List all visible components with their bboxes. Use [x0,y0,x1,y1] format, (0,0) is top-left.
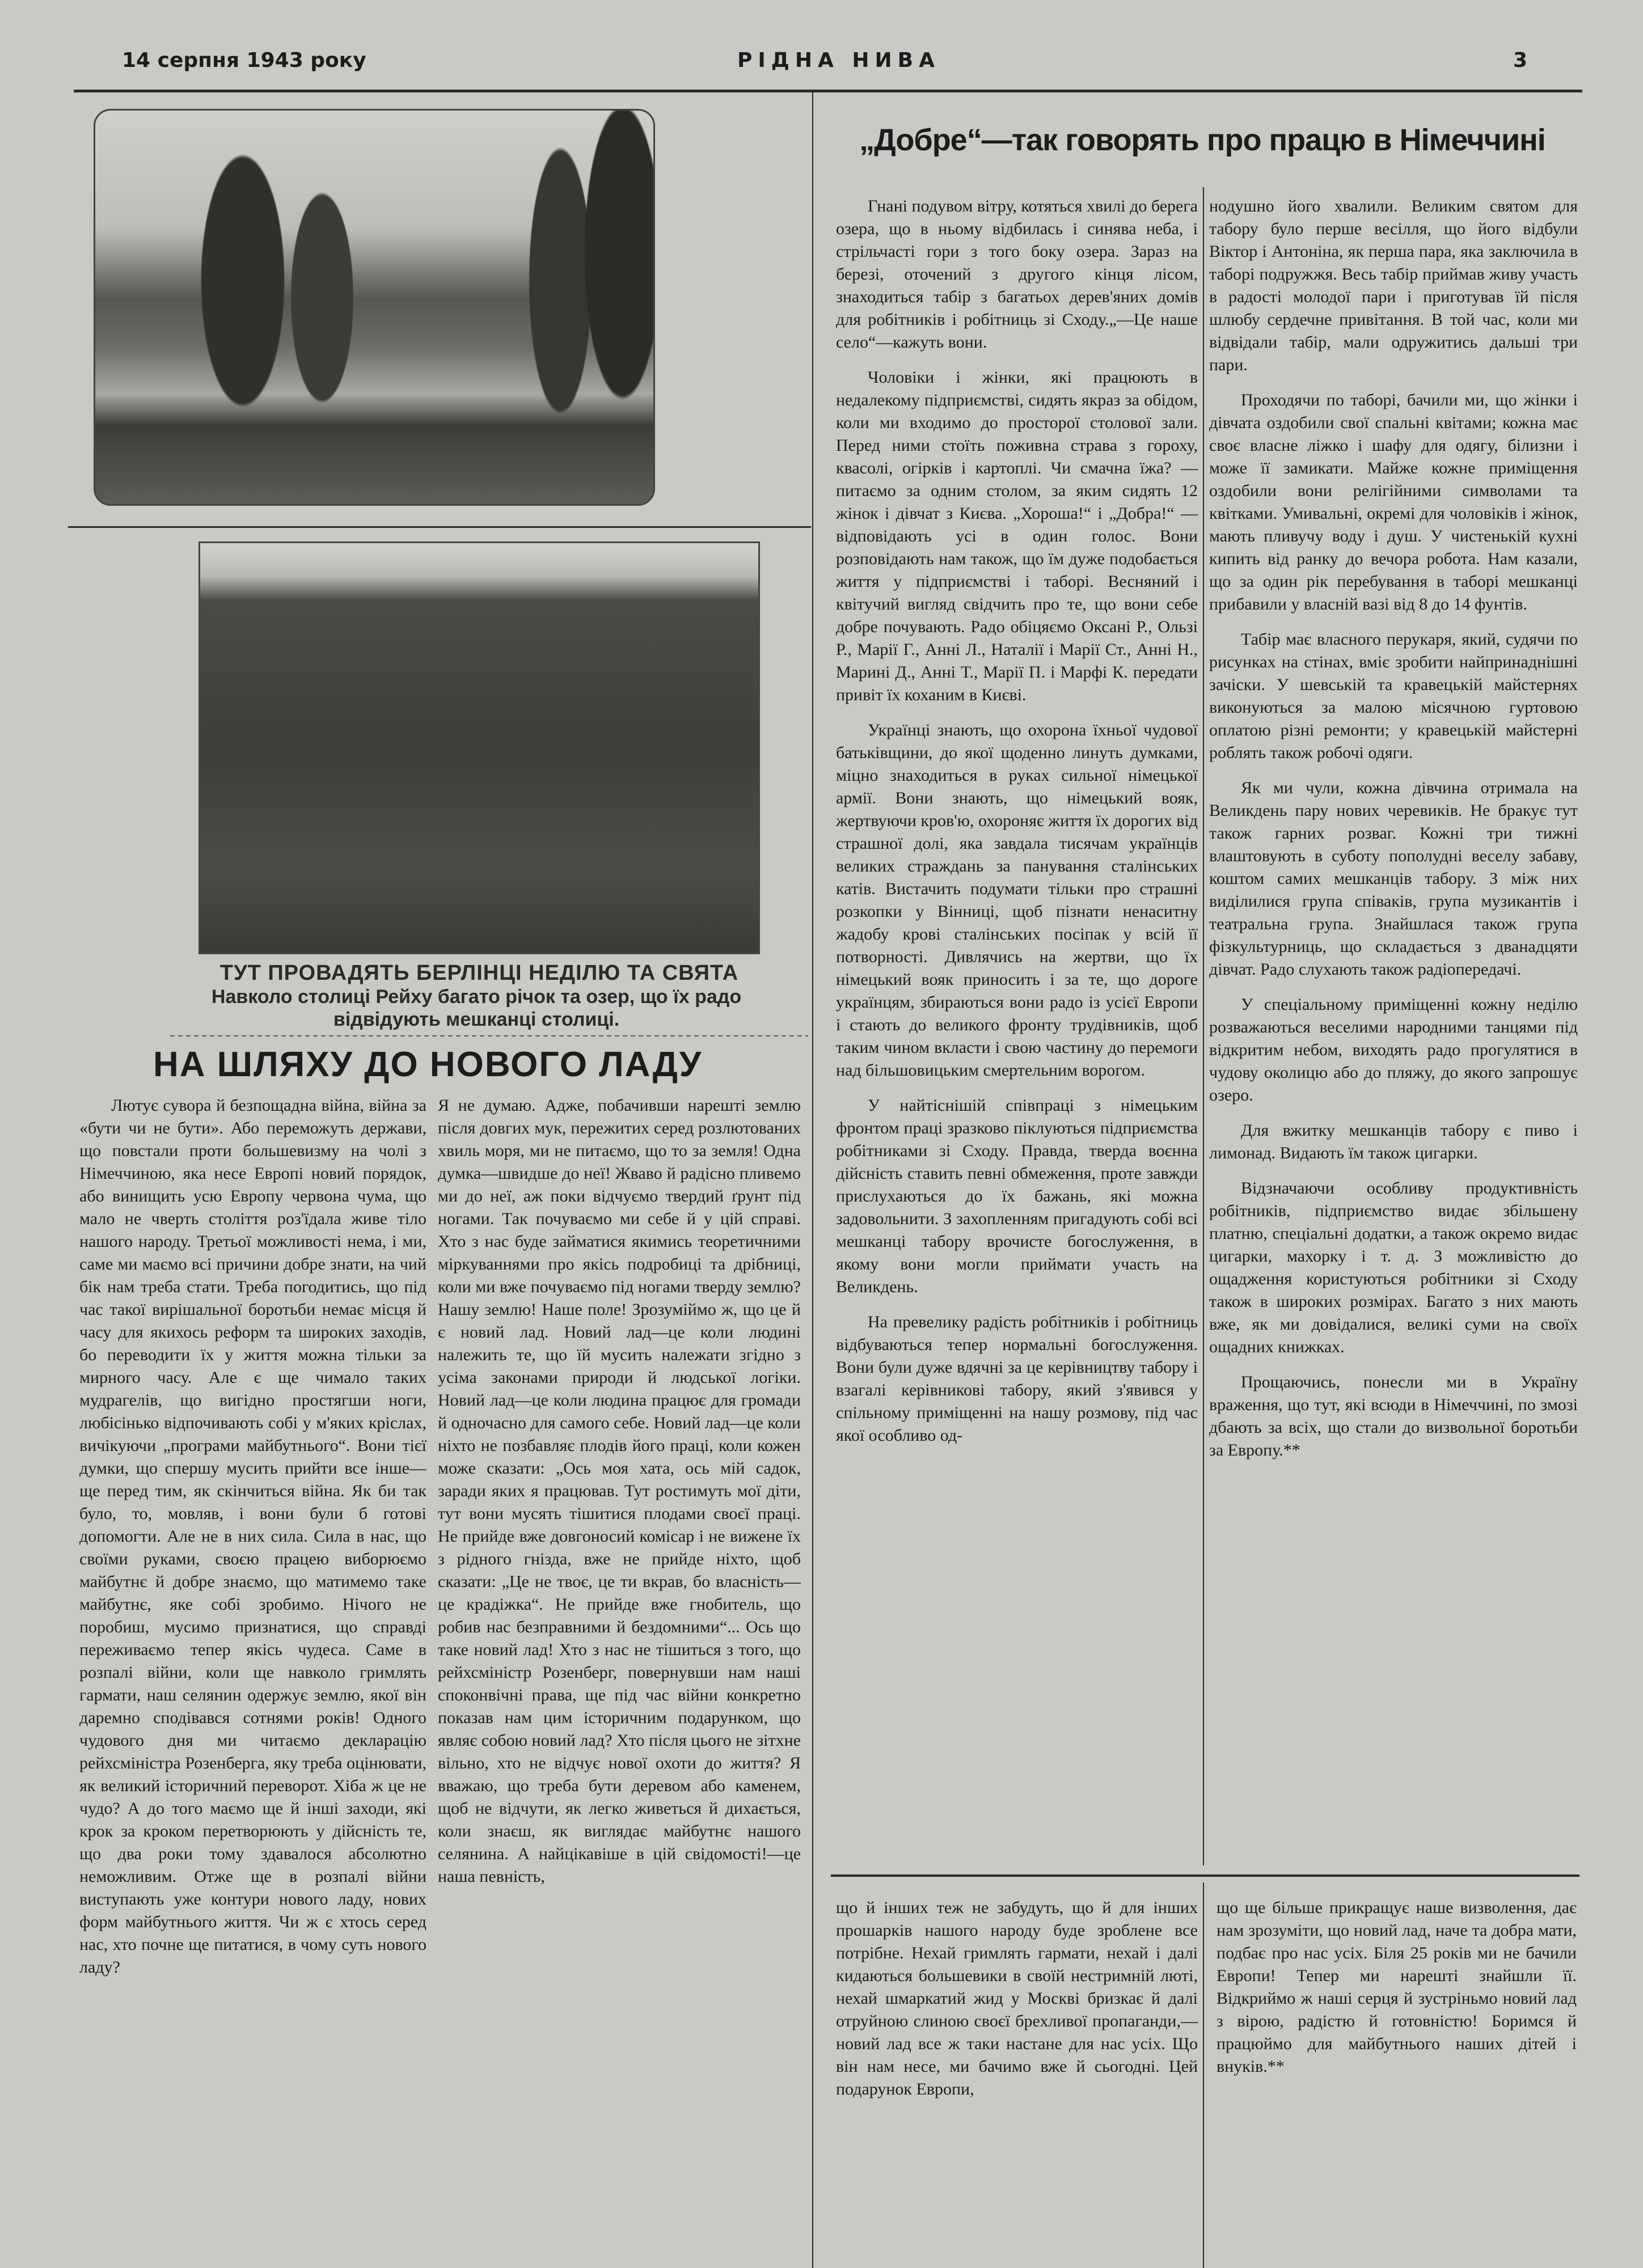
park-lake-photo [94,109,655,506]
paragraph: Лютує сувора й безпощадна війна, війна за «бути чи не бути». Або переможуть держави, що повстали проти большевизму на чолі з Німеччиною, яка несе Европі новий порядок, або винищить усю Европу червона чума, що мало не чверть століття роз'їдала живе тіло нашого народу. Третьої можливості нема, і ми, саме ми маємо всі причини добре знати, на чий бік нам треба стати. Треба погодитись, що під час такої вирішальної боротьби немає місця й часу для якихось реформ та широких заходів, бо переводити їх у життя можна тільки за мирного часу. Але є ще чимало таких мудрагелів, що вигідно простягши ноги, любісінько відпочивають собі у м'яких кріслах, вичікуючи „програми майбутнього“. Вони тієї думки, що спершу мусить прийти все інше—ще перед тим, як скінчиться війна. Як би так було, то, мовляв, і вони були б готові допомогти. Але не в них сила. Сила в нас, що своїми руками, своєю працею виборюємо майбутнє й добре знаємо, що матимемо таке майбутнє, яке собі зробимо. Нічого не поробиш, мусимо признатися, що справді переживаємо тепер якісь чудеса. Саме в розпалі війни, коли ще навколо гримлять гармати, наш селянин одержує землю, якої він даремно сподівався сотнями років! Одного чудового дня ми читаємо декларацію рейхсміністра Розенберга, яку треба оцінювати, як великий історичний переворот. Хіба ж це не чудо? А до того маємо ще й інші заходи, які крок за кроком перетворюють у дійсність те, що два роки тому здавалося абсолютно неможливим. Отже ще в розпалі війни виступають уже контури нового ладу, нових форм майбутнього життя. Чи ж є хтось серед нас, хто почне ще питатися, в чому суть нового ладу? [79,1096,426,1977]
new-order-column-2 [438,1094,801,1901]
photo-caption-text: Навколо столиці Рейху багато річок та озер, що їх радо відвідують мешканці столиці. [211,986,742,1030]
paragraph: Відзначаючи особливу продуктивність робітників, підприємство видає збільшену платню, спеціальні додатки, а також окремо видає цигарки, махорку і т. д. З можливістю до ощадження користуються робітники зі Сходу також в широких розмірах. Багато з них мають вже, як ми довідалися, великі суми на своїх ощадних книжках. [1209,1179,1578,1356]
new-order-column-1 [79,1094,426,1991]
column-divider [1203,1882,1204,2268]
issue-date: 14 серпня 1943 року [122,49,366,72]
lake-field-photo [198,541,760,954]
article-divider [831,1875,1579,1877]
column-divider [812,91,813,2268]
column-divider [1203,187,1204,1865]
page-number: 3 [1513,49,1528,72]
paragraph: Я не думаю. Адже, побачивши нарешті землю після довгих мук, пережитих серед розлютованих хвиль моря, ми не питаємо, що то за земля! Одна думка—швидше до неї! Жваво й радісно пливемо ми до неї, аж поки відчуємо твердий ґрунт під ногами. Так почуваємо ми себе й у цій справі. Хто з нас буде займатися якимись теоретичними міркуваннями про якісь подробиці та дрібниці, коли ми вже почуваємо під ногами тверду землю? Нашу землю! Наше поле! Зрозуміймо ж, що це й є новий лад. Новий лад—це коли людині належить те, що їй мусить належати згідно з усіма законами природи й людської логіки. Новий лад—це коли людина працює для громади й одночасно для самого себе. Новий лад—це коли ніхто не позбавляє плодів його праці, коли кожен може сказати: „Ось моя хата, ось мій садок, заради яких я працював. Тут ростимуть мої діти, тут вони мусять тішитися плодами своєї праці. Не прийде вже довгоносий комісар і не вижене їх з рідного гнізда, вже не прийде ніхто, щоб сказати: „Це не твоє, це ти вкрав, бо власність—це крадіжка“. Не прийде вже гнобитель, що робив нас безправними й бездомними“... Ось що таке новий лад! Хто з нас не тішиться з того, що рейхсміністр Розенберг, повернувши нам наші споконвічні права, ще під час війни конкретно показав нам цим історичним подарунком, що являє собою новий лад? Хто після цього не зітхне вільно, хто не відчує нової охоти до життя? Я вважаю, що треба бути деревом або каменем, щоб не відчути, як легко живеться й дихається, коли знаєш, як виглядає майбутнє нашого селянина. А найцікавіше в цій свідомості!—це наша певність, [438,1096,801,1886]
paragraph: У спеціальному приміщенні кожну неділю розважаються веселими народними танцями під відкритим небом, виходять радо прогулятися в чудову околицю або до пляжу, до якого запрошує озеро. [1209,995,1578,1105]
paragraph: Табір має власного перукаря, який, судячи по рисунках на стінах, вміє зробити найпринаднішні зачіски. У шевській та кравецькій майстернях виконуються за малою місячною гуртовою оплатою різні ремонти; у кравецькій майстерні роблять також робочі одяги. [1209,630,1578,762]
paragraph: Гнані подувом вітру, котяться хвилі до берега озера, що в ньому відбилась і синява неба, і стрільчасті гори з того боку озера. Зараз на березі, оточений з другого кінця лісом, знаходиться табір з багатьох дерев'яних домів для робітників і робітниць зі Сходу.„—Це наше село“—кажуть вони. [836,197,1198,352]
work-column-1 [836,195,1198,1459]
wavy-divider [170,1035,808,1036]
photo-divider [68,526,811,528]
paragraph: що й інших теж не забудуть, що й для інших прошарків нашого народу буде зроблене все потрібне. Нехай гримлять гармати, нехай і далі кидаються большевики в своїй нестримній люті, нехай шмаркатий жид у Москві бризкає й далі отруйною слиною своєї брехливої пропаганди,—новий лад все ж таки настане для нас усіх. Що він нам несе, ми бачимо вже й сьогодні. Цей подарунок Европи, [836,1898,1198,2098]
paragraph: що ще більше прикращує наше визволення, дає нам зрозуміти, що новий лад, наче та добра мати, подбає про нас усіх. Біля 25 років ми не бачили Европи! Тепер ми нарешті знайшли її. Відкриймо ж наші серця й зустріньмо новий лад з вірою, радістю й готовністю! Боримся й працюймо для майбутнього наших дітей і внуків.** [1217,1898,1577,2076]
paragraph: На превелику радість робітників і робітниць відбуваються тепер нормальні богослуження. Вони були дуже вдячні за це керівництву табору і взагалі керівникові табору, який з'явився у спільному приміщенні на нашу розмову, під час якої особливо од- [836,1313,1198,1445]
paragraph: Прощаючись, понесли ми в Україну враження, що тут, які всюди в Німеччині, по змозі дбають за всіх, що стали до визвольної боротьби за Европу.** [1209,1373,1578,1459]
photo-caption-title: ТУТ ПРОВАДЯТЬ БЕРЛІНЦІ НЕДІЛЮ ТА СВЯТА [219,961,739,985]
paragraph: Українці знають, що охорона їхньої чудової батьківщини, до якої щоденно линуть думками, міцно знаходиться в руках сильної німецької армії. Вони знають, що німецький вояк, жертвуючи кров'ю, охороняє життя їх дорогих від страшної долі, яка завдала тисячам українців великих страждань за панування сталінських катів. Вистачить подумати тільки про страшні розкопки у Вінниці, щоб пізнати ненаситну жадобу крові сталінських посіпак у всій її потворності. Дивлячись на жертви, що їх німецький вояк приносить і за те, що дороге українцям, збираються вони радо із усієї Европи і стають до великого фронту трудівників, щоб таким чином вкласти і свою частину до перемоги над більшовицьким смертельним ворогом. [836,721,1198,1080]
paragraph: Чоловіки і жінки, які працюють в недалекому підприємстві, сидять якраз за обідом, коли ми входимо до просторої столової зали. Перед ними стоїть поживна страва з гороху, квасолі, огірків і картоплі. Чи смачна їжа? — питаємо за одним столом, за яким сидять 12 жінок і дівчат з Києва. „Хороша!“ і „Добра!“ — відповідають усі в один голос. Вони розповідають нам також, що їм дуже подобається життя у підприємстві і таборі. Весняний і квітучий вигляд свідчить про те, що вони себе добре почувають. Радо обіцяємо Оксані Р., Ользі Р., Марії Г., Анні Л., Наталії і Марії Ст., Анні Н., Марині Д., Анні Т., Марії П. і Марфі К. передати привіт їх коханим в Києві. [836,368,1198,704]
new-order-column-4 [1217,1897,1577,2091]
paragraph: нодушно його хвалили. Великим святом для табору було перше весілля, що його відбули Віктор і Антоніна, як перша пара, яка заключила в таборі подружжя. Весь табір приймав живу участь в радості молодої пари і приготував їй після шлюбу сердечне привітання. В той час, коли ми відвідали табір, мали одружитись дальші три пари. [1209,197,1578,374]
newspaper-title: РІДНА НИВА [737,49,940,72]
paragraph: У найтіснішій співпраці з німецьким фронтом праці зразково піклуються підприємства робітниками зі Сходу. Правда, тверда воєнна дійсність ставить певні обмеження, проте завжди прислухаються до їх бажань, які можна задовольнити. З захопленням пригадують собі всі мешканці табору врочисте богослуження, в якому вони могли приймати участь на Великдень. [836,1096,1198,1296]
masthead-rule [74,90,1582,92]
new-order-column-3 [836,1897,1198,2113]
paragraph: Проходячи по таборі, бачили ми, що жінки і дівчата оздобили свої спальні квітами; кожна має своє власне ліжко і шафу для одягу, білизни і може її замикати. Майже кожне приміщення оздобили вони релігійними символами та квітками. Умивальні, окремі для чоловіків і жінок, мають пливучу воду і душ. У чистенькій кухні кипить від ранку до вечора робота. Нам казали, що за один рік перебування в таборі мешканці прибавили у власній вазі від 8 до 14 фунтів. [1209,391,1578,613]
work-column-2 [1209,195,1578,1474]
paragraph: Як ми чули, кожна дівчина отримала на Великдень пару нових черевиків. Не бракує тут також гарних розваг. Кожні три тижні влаштовують в суботу пополудні веселу забаву, коштом самих мешканців табору. З між них виділилися група співаків, група музикантів і театральна група. Знайшлася також група фізкультурниць, що складається з дванадцяти дівчат. Радо слухають також радіопередачі. [1209,778,1578,979]
paragraph: Для вжитку мешканців табору є пиво і лимонад. Видають їм також цигарки. [1209,1121,1578,1162]
article-headline-new-order: НА ШЛЯХУ ДО НОВОГО ЛАДУ [153,1045,703,1084]
article-headline-work: „Добре“—так говорять про працю в Німеччині [859,123,1545,157]
